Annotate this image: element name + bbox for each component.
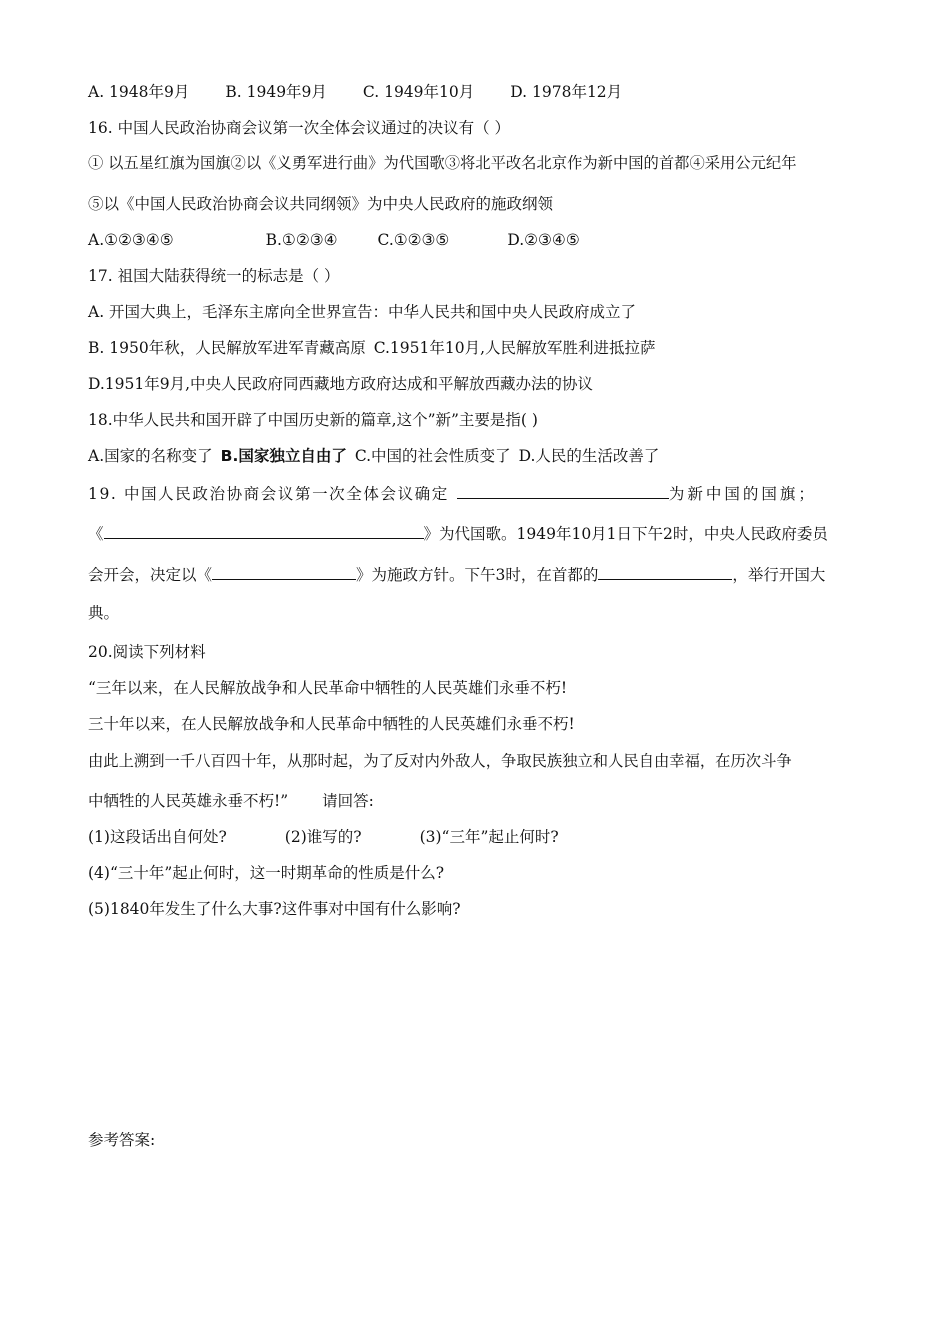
q20-stem: 20.阅读下列材料 bbox=[88, 643, 206, 661]
q16-items-line2: ⑤以《中国人民政治协商会议共同纲领》为中央人民政府的施政纲领 bbox=[88, 195, 554, 213]
q16-option-a: A.①②③④⑤ bbox=[88, 231, 174, 249]
q15-option-b: B. 1949年9月 bbox=[225, 83, 327, 101]
q19-text-3: 《 bbox=[88, 525, 104, 543]
q20-material-1: “三年以来，在人民解放战争和人民革命中牺牲的人民英雄们永垂不朽! bbox=[88, 679, 568, 697]
q15-option-a: A. 1948年9月 bbox=[88, 83, 190, 101]
q19-text-4: 》为代国歌。1949年10月1日下午2时，中央人民政府委员 bbox=[423, 525, 828, 543]
q19-text-1: 19. 中国人民政治协商会议第一次全体会议确定 bbox=[88, 485, 449, 503]
answers-heading: 参考答案: bbox=[88, 1131, 156, 1149]
q20-material-4-text: 中牺牲的人民英雄永垂不朽!” bbox=[88, 792, 289, 810]
q18-option-c: C.中国的社会性质变了 bbox=[354, 447, 511, 465]
q20-material-4 bbox=[88, 790, 374, 812]
q17-option-d: D.1951年9月,中央人民政府同西藏地方政府达成和平解放西藏办法的协议 bbox=[88, 375, 594, 393]
q16-option-b: B.①②③④ bbox=[265, 231, 338, 249]
anthem-blank[interactable] bbox=[104, 522, 424, 539]
q20-sub-3: (3)“三年”起止何时? bbox=[419, 828, 559, 846]
q18-option-a: A.国家的名称变了 bbox=[88, 447, 213, 465]
q20-prompt: 请回答: bbox=[322, 792, 374, 810]
q17-option-c: C.1951年10月,人民解放军胜利进抵拉萨 bbox=[373, 339, 656, 357]
q18-option-b: B.国家独立自由了 bbox=[220, 447, 347, 465]
q15-options bbox=[88, 81, 622, 103]
q19-text-2: 为新中国的国旗； bbox=[668, 485, 817, 503]
q17-options-bc bbox=[88, 337, 656, 359]
policy-blank[interactable] bbox=[212, 563, 356, 580]
q16-stem: 16. 中国人民政治协商会议第一次全体会议通过的决议有（ ） bbox=[88, 119, 511, 137]
q20-sub-1: (1)这段话出自何处? bbox=[88, 828, 227, 846]
q19-text-7: ，举行开国大 bbox=[732, 566, 826, 584]
q18-stem: 18.中华人民共和国开辟了中国历史新的篇章,这个”新”主要是指( ) bbox=[88, 411, 538, 429]
q20-sub-4: (4)“三十年”起止何时，这一时期革命的性质是什么? bbox=[88, 864, 445, 882]
q19-line3 bbox=[88, 563, 825, 586]
q16-option-c: C.①②③⑤ bbox=[377, 231, 450, 249]
q20-sub-5: (5)1840年发生了什么大事?这件事对中国有什么影响? bbox=[88, 900, 461, 918]
q19-line2 bbox=[88, 522, 828, 545]
q18-options bbox=[88, 445, 659, 467]
q17-option-b: B. 1950年秋，人民解放军进军青藏高原 bbox=[88, 339, 366, 357]
q19-text-5: 会开会，决定以《 bbox=[88, 566, 213, 584]
q19-line1 bbox=[88, 482, 817, 505]
ceremony-place-blank[interactable] bbox=[598, 563, 732, 580]
q19-text-6: 》为施政方针。下午3时，在首都的 bbox=[356, 566, 599, 584]
q18-option-d: D.人民的生活改善了 bbox=[518, 447, 660, 465]
q16-option-d: D.②③④⑤ bbox=[507, 231, 580, 249]
q20-sub-2: (2)谁写的? bbox=[284, 828, 362, 846]
q15-option-c: C. 1949年10月 bbox=[362, 83, 475, 101]
q20-material-3: 由此上溯到一千八百四十年，从那时起，为了反对内外敌人，争取民族独立和人民自由幸福，在历次斗争 bbox=[88, 752, 792, 770]
flag-blank[interactable] bbox=[457, 482, 669, 499]
q15-option-d: D. 1978年12月 bbox=[510, 83, 623, 101]
q20-subquestions-row bbox=[88, 826, 559, 848]
q17-option-a: A. 开国大典上，毛泽东主席向全世界宣告：中华人民共和国中央人民政府成立了 bbox=[88, 303, 637, 321]
q20-material-2: 三十年以来，在人民解放战争和人民革命中牺牲的人民英雄们永垂不朽! bbox=[88, 715, 575, 733]
q16-items-line1: ① 以五星红旗为国旗②以《义勇军进行曲》为代国歌③将北平改名北京作为新中国的首都④采用公元纪年 bbox=[88, 154, 797, 172]
q16-options bbox=[88, 229, 580, 251]
q19-line4: 典。 bbox=[88, 604, 120, 622]
q17-stem: 17. 祖国大陆获得统一的标志是（ ） bbox=[88, 267, 340, 285]
